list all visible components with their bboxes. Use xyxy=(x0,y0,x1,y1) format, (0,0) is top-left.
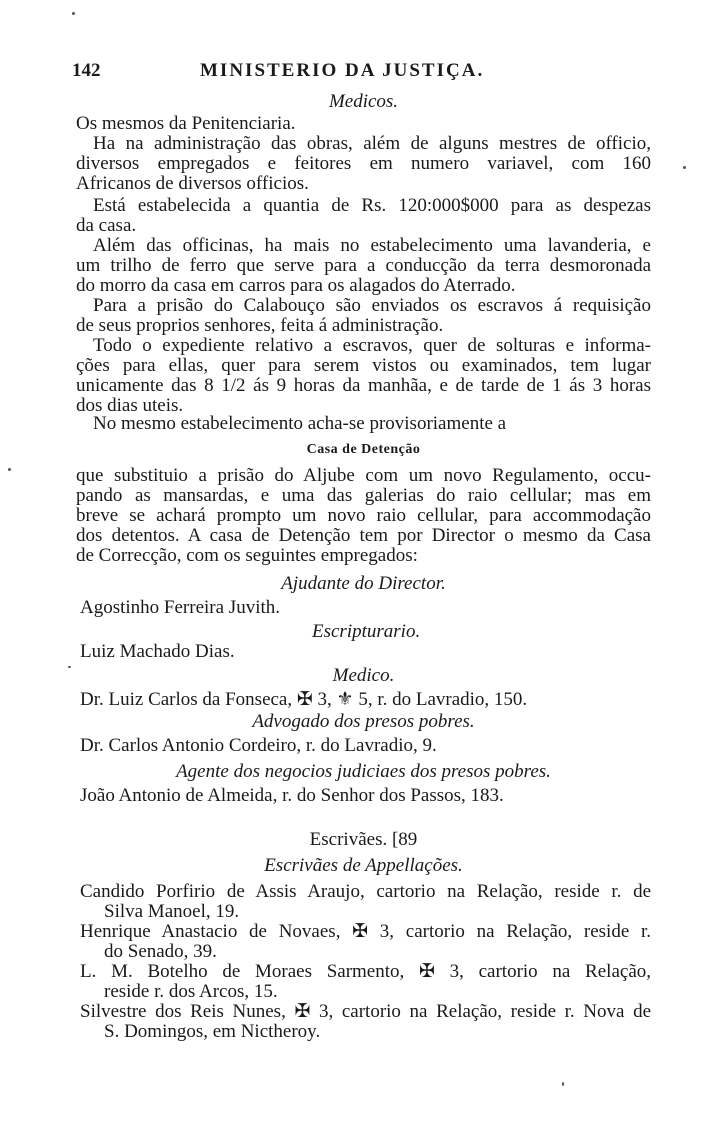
text-line: Ha na administração das obras, além de alguns mestres de officio, xyxy=(93,133,651,154)
entry-line: Agostinho Ferreira Juvith. xyxy=(80,597,281,618)
role-heading: Medico. xyxy=(332,665,395,686)
entry-line: L. M. Botelho de Moraes Sarmento, ✠ 3, cartorio na Relação, xyxy=(80,961,651,982)
text-line: de seus proprios senhores, feita á administração. xyxy=(76,315,444,336)
entry-line: Dr. Luiz Carlos da Fonseca, ✠ 3, ⚜ 5, r. do Lavradio, 150. xyxy=(80,689,528,710)
page-title: MINISTERIO DA JUSTIÇA. xyxy=(200,60,485,81)
text-line: de Correcção, com os seguintes empregados: xyxy=(76,545,418,566)
scan-speck xyxy=(72,12,75,15)
entry-line: Dr. Carlos Antonio Cordeiro, r. do Lavradio, 9. xyxy=(80,735,437,756)
entry-line: Silva Manoel, 19. xyxy=(104,901,240,922)
entry-line: reside r. dos Arcos, 15. xyxy=(104,981,278,1002)
scan-speck xyxy=(68,666,71,668)
text-line: diversos empregados e feitores em numero variavel, com 160 xyxy=(76,153,651,174)
role-heading: Agente dos negocios judiciaes dos presos pobres. xyxy=(176,761,551,782)
section-heading-casa-de-detencao: Casa de Detenção xyxy=(306,442,421,457)
text-line: dos detentos. A casa de Detenção tem por Director o mesmo da Casa xyxy=(76,525,651,546)
text-line: breve se achará prompto um novo raio cellular, para accommodação xyxy=(76,505,651,526)
section-heading-escrivaes: Escrivães. [89 xyxy=(309,829,418,850)
entry-line: Henrique Anastacio de Novaes, ✠ 3, cartorio na Relação, reside r. xyxy=(80,921,651,942)
scan-speck xyxy=(562,1082,564,1086)
scan-speck xyxy=(8,468,11,471)
entry-line: Luiz Machado Dias. xyxy=(80,641,235,662)
scan-speck xyxy=(683,166,686,169)
entry-line: S. Domingos, em Nictheroy. xyxy=(104,1021,321,1042)
text-line: ções para ellas, quer para serem vistos ou examinados, tem lugar xyxy=(76,355,651,376)
text-line: que substituio a prisão do Aljube com um novo Regulamento, occu- xyxy=(76,465,651,486)
entry-line: Candido Porfirio de Assis Araujo, cartorio na Relação, reside r. de xyxy=(80,881,651,902)
text-line: Africanos de diversos officios. xyxy=(76,173,309,194)
text-line: unicamente das 8 1/2 ás 9 horas da manhãa, e de tarde de 1 ás 3 horas xyxy=(76,375,651,396)
text-line: Todo o expediente relativo a escravos, quer de solturas e informa- xyxy=(93,335,651,356)
text-line: Está estabelecida a quantia de Rs. 120:000$000 para as despezas xyxy=(93,195,651,216)
running-header xyxy=(72,60,647,86)
text-line: Além das officinas, ha mais no estabelecimento uma lavanderia, e xyxy=(93,235,651,256)
page-number: 142 xyxy=(72,60,101,81)
text-line: Para a prisão do Calabouço são enviados os escravos á requisição xyxy=(93,295,651,316)
role-heading: Escripturario. xyxy=(312,621,421,642)
text-line: pando as mansardas, e uma das galerias do raio cellular; mas em xyxy=(76,485,651,506)
text-line: dos dias uteis. xyxy=(76,395,184,416)
text-line: da casa. xyxy=(76,215,137,236)
subsection-heading: Escrivães de Appellações. xyxy=(264,855,463,876)
text-line: No mesmo estabelecimento acha-se provisoriamente a xyxy=(93,413,507,434)
role-heading: Ajudante do Director. xyxy=(281,573,446,594)
entry-line: Silvestre dos Reis Nunes, ✠ 3, cartorio na Relação, reside r. Nova de xyxy=(80,1001,651,1022)
text-line: um trilho de ferro que serve para a conducção da terra desmoronada xyxy=(76,255,651,276)
entry-line: João Antonio de Almeida, r. do Senhor dos Passos, 183. xyxy=(80,785,504,806)
entry-line: do Senado, 39. xyxy=(104,941,217,962)
text-line: Os mesmos da Penitenciaria. xyxy=(76,113,296,134)
text-line: do morro da casa em carros para os alagados do Aterrado. xyxy=(76,275,516,296)
section-heading-medicos: Medicos. xyxy=(328,91,399,112)
role-heading: Advogado dos presos pobres. xyxy=(252,711,475,732)
